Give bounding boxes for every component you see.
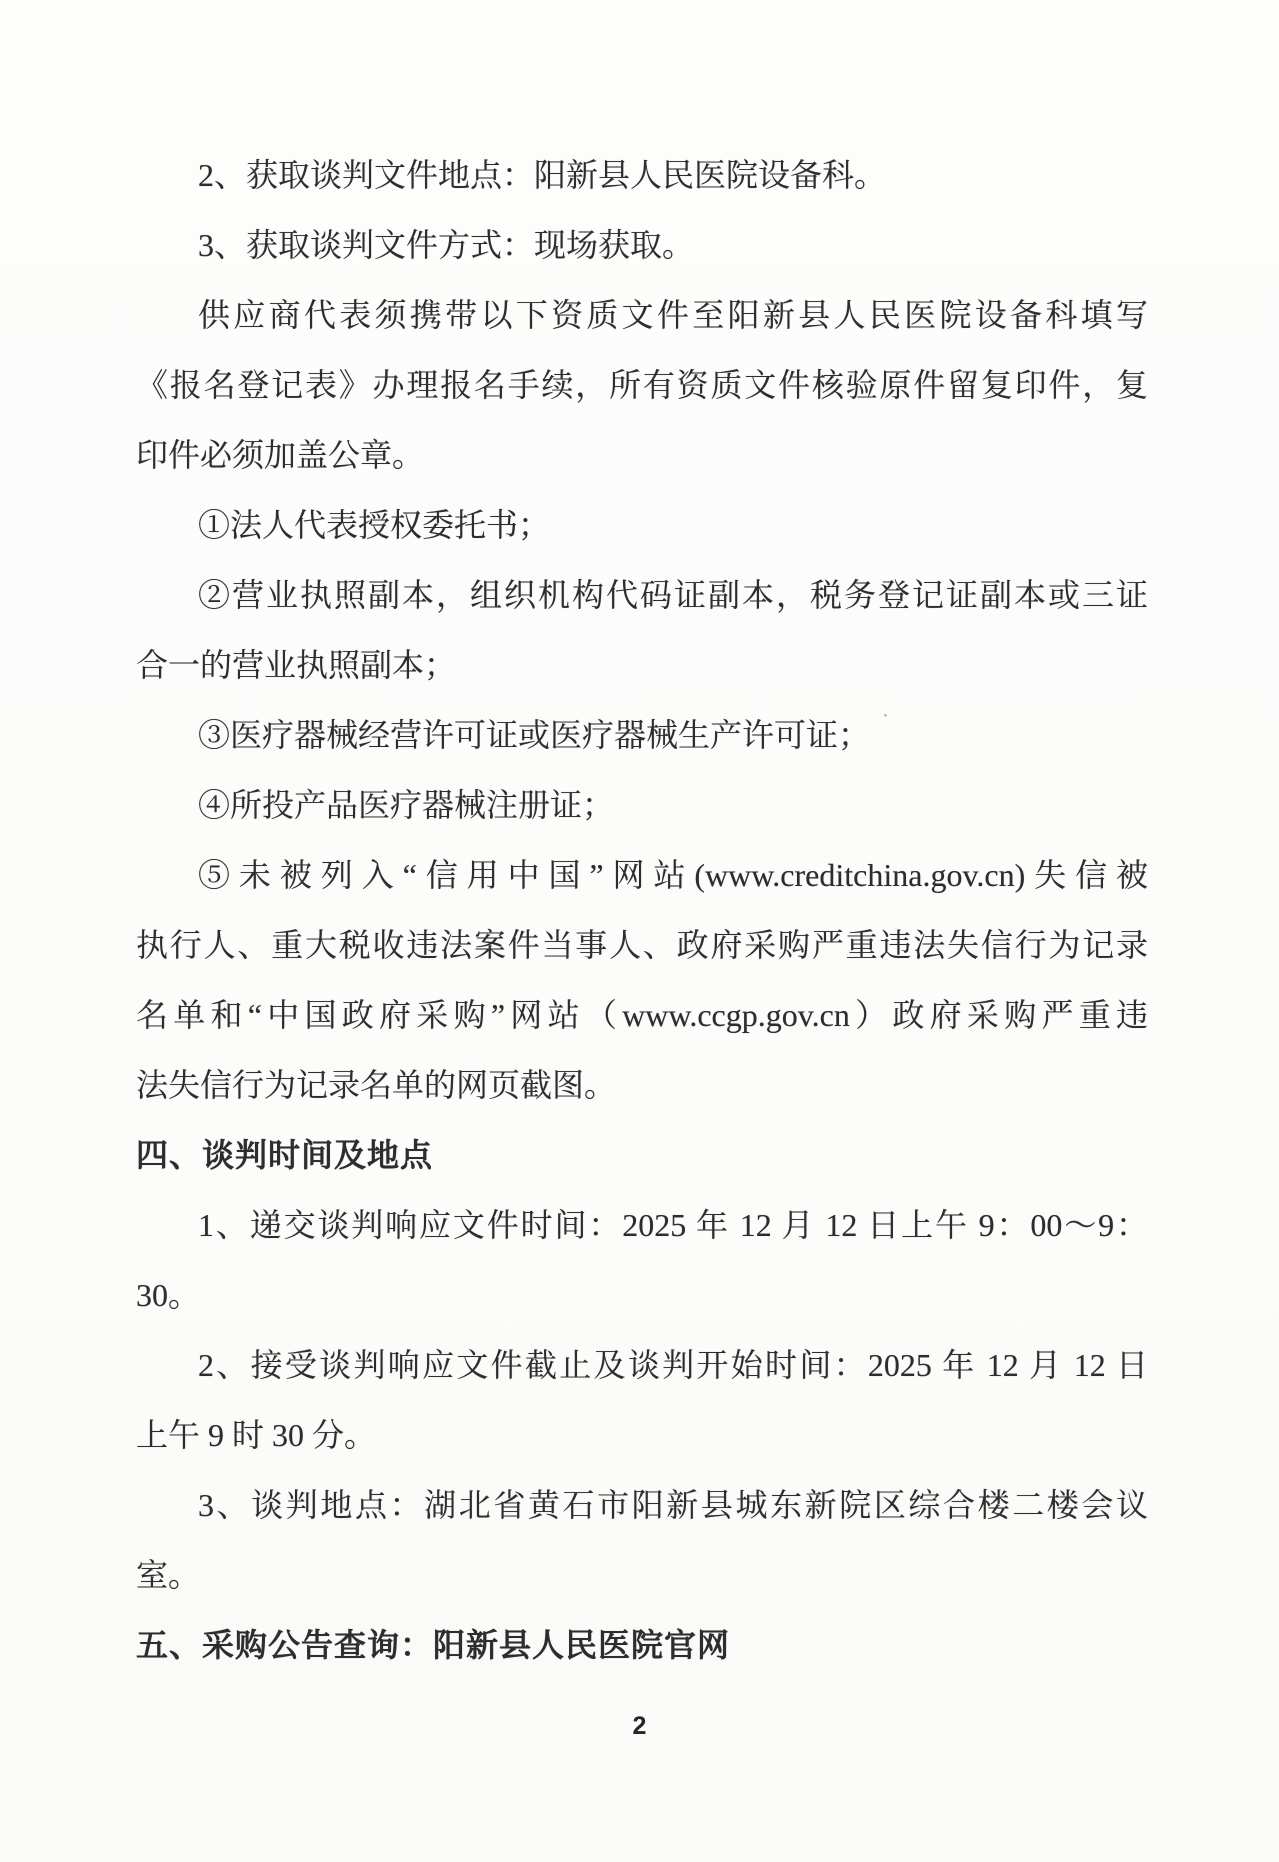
item-get-file-location: 2、获取谈判文件地点：阳新县人民医院设备科。 <box>198 157 887 193</box>
item-get-file-method: 3、获取谈判文件方式：现场获取。 <box>198 227 695 263</box>
section-heading-5-announcement: 五、采购公告查询：阳新县人民医院官网 <box>136 1627 731 1663</box>
list-item-5-credit-line2: 执行人、重大税收违法案件当事人、政府采购严重违法失信行为记录 <box>136 927 1148 963</box>
section-heading-4-time-place: 四、谈判时间及地点 <box>136 1137 434 1173</box>
list-item-4-registration: ④所投产品医疗器械注册证； <box>198 787 615 823</box>
item-deadline-line2: 上午 9 时 30 分。 <box>136 1417 377 1453</box>
list-item-1-authorization: ①法人代表授权委托书； <box>198 507 551 543</box>
item-deadline-line1: 2、接受谈判响应文件截止及谈判开始时间：2025 年 12 月 12 日 <box>198 1347 1148 1383</box>
paragraph-supplier-docs-line2: 《报名登记表》办理报名手续，所有资质文件核验原件留复印件，复 <box>136 367 1148 403</box>
list-item-2-license-line1: ②营业执照副本，组织机构代码证副本，税务登记证副本或三证 <box>198 577 1148 613</box>
list-item-2-license-line2: 合一的营业执照副本； <box>136 647 457 683</box>
item-negotiation-place-line1: 3、谈判地点：湖北省黄石市阳新县城东新院区综合楼二楼会议 <box>198 1487 1148 1523</box>
list-item-5-credit-line3: 名单和“中国政府采购”网站（www.ccgp.gov.cn）政府采购严重违 <box>136 997 1148 1033</box>
item-submit-time-line2: 30。 <box>136 1277 201 1313</box>
paragraph-supplier-docs-line3: 印件必须加盖公章。 <box>136 437 425 473</box>
item-submit-time-line1: 1、递交谈判响应文件时间：2025 年 12 月 12 日上午 9：00～9： <box>198 1207 1148 1243</box>
page-number: 2 <box>632 1712 647 1740</box>
item-negotiation-place-line2: 室。 <box>136 1557 201 1593</box>
document-body <box>136 140 1148 1680</box>
paragraph-supplier-docs-line1: 供应商代表须携带以下资质文件至阳新县人民医院设备科填写 <box>198 297 1148 333</box>
list-item-5-credit-line4: 法失信行为记录名单的网页截图。 <box>136 1067 617 1103</box>
scan-artifact-dot: · <box>882 705 889 727</box>
list-item-5-credit-line1: ⑤未被列入“信用中国”网站(www.creditchina.gov.cn)失信被 <box>198 857 1148 893</box>
list-item-3-medical-license: ③医疗器械经营许可证或医疗器械生产许可证； <box>198 717 871 753</box>
